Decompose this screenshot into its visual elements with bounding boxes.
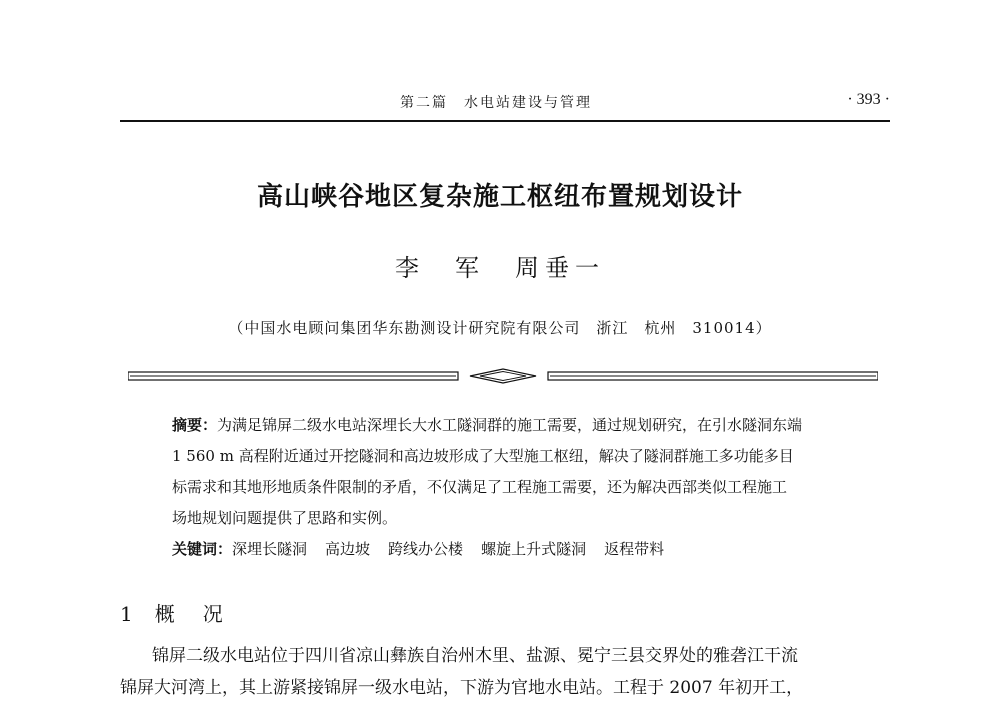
divider-ornament [128, 368, 878, 384]
abstract-line: 1 560 m 高程附近通过开挖隧洞和高边坡形成了大型施工枢纽，解决了隧洞群施工多功能多目 [172, 447, 794, 465]
section-number: 1 [120, 602, 137, 626]
abstract-text: 为满足锦屏二级水电站深埋长大水工隧洞群的施工需要，通过规划研究，在引水隧洞东端 [217, 416, 803, 434]
abstract-line [172, 410, 862, 441]
ornamental-divider [128, 368, 878, 384]
keyword-item: 螺旋上升式隧洞 [481, 540, 587, 558]
section-heading [120, 598, 227, 627]
article-authors: 李 军 周垂一 [395, 254, 605, 282]
running-header [120, 92, 890, 116]
abstract-line: 标需求和其地形地质条件限制的矛盾，不仅满足了工程施工需要，还为解决西部类似工程施工 [172, 478, 788, 496]
keywords [172, 534, 862, 565]
keyword-item: 返程带料 [604, 540, 665, 558]
abstract [172, 410, 862, 565]
article-title: 高山峡谷地区复杂施工枢纽布置规划设计 [256, 182, 743, 212]
running-title: 第二篇 水电站建设与管理 [400, 95, 592, 111]
keyword-item: 高边坡 [325, 540, 371, 558]
body-line: 锦屏二级水电站位于四川省凉山彝族自治州木里、盐源、冕宁三县交界处的雅砻江干流 [152, 646, 798, 666]
body-text [120, 640, 890, 704]
abstract-label: 摘要： [172, 416, 218, 434]
body-line: 锦屏大河湾上，其上游紧接锦屏一级水电站，下游为官地水电站。工程于 2007 年初开工， [120, 678, 804, 698]
page-number: · 393 · [847, 91, 890, 108]
keyword-item: 深埋长隧洞 [232, 540, 308, 558]
keyword-item: 跨线办公楼 [388, 540, 464, 558]
section-title: 概 况 [154, 602, 227, 626]
article-affiliation: （中国水电顾问集团华东勘测设计研究院有限公司 浙江 杭州 310014） [228, 319, 772, 337]
header-rule [120, 120, 890, 122]
abstract-line: 场地规划问题提供了思路和实例。 [172, 509, 398, 527]
keywords-label: 关键词： [172, 540, 233, 558]
